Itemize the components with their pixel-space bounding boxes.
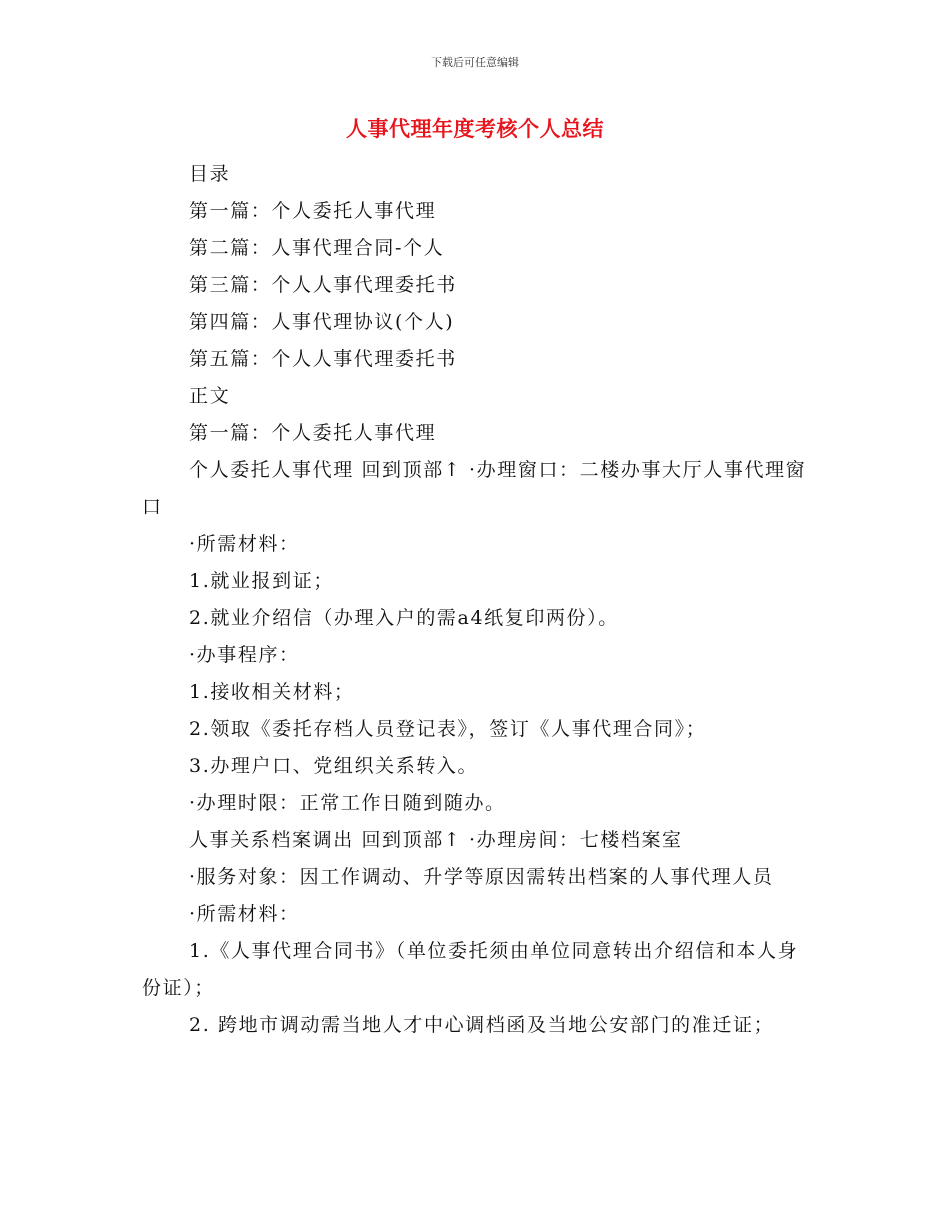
header-note: 下载后可任意编辑 [431,56,519,69]
paragraph: 个人委托人事代理 回到顶部↑ ·办理窗口：二楼办事大厅人事代理窗口 [142,459,807,518]
paragraph: 1.《人事代理合同书》（单位委托须由单位同意转出介绍信和本人身份证）； [142,940,799,999]
paragraph: 1.就业报到证； [189,570,334,592]
paragraph: 2. 跨地市调动需当地人才中心调档函及当地公安部门的准迁证； [189,1014,775,1036]
paragraph: 3.办理户口、党组织关系转入。 [189,755,479,777]
paragraph: 2.就业介绍信（办理入户的需a4纸复印两份）。 [189,607,619,629]
toc-item-3: 第三篇：个人人事代理委托书 [189,274,457,296]
paragraph: 2.领取《委托存档人员登记表》，签订《人事代理合同》； [189,718,707,740]
document-body [142,156,808,1044]
toc-item-2: 第二篇：人事代理合同-个人 [189,237,445,259]
paragraph: ·所需材料： [189,533,300,555]
body-heading: 正文 [189,385,231,407]
paragraph: ·办事程序： [189,644,300,666]
toc-item-1: 第一篇：个人委托人事代理 [189,200,437,222]
paragraph: ·服务对象：因工作调动、升学等原因需转出档案的人事代理人员 [189,866,774,888]
paragraph: ·办理时限：正常工作日随到随办。 [189,792,506,814]
toc-heading: 目录 [189,163,231,185]
paragraph: 1.接收相关材料； [189,681,355,703]
toc-item-5: 第五篇：个人人事代理委托书 [189,348,457,370]
section-heading: 第一篇：个人委托人事代理 [189,422,437,444]
paragraph: ·所需材料： [189,903,300,925]
document-title: 人事代理年度考核个人总结 [346,117,604,141]
toc-item-4: 第四篇：人事代理协议(个人) [189,311,455,333]
paragraph: 人事关系档案调出 回到顶部↑ ·办理房间：七楼档案室 [189,829,683,851]
